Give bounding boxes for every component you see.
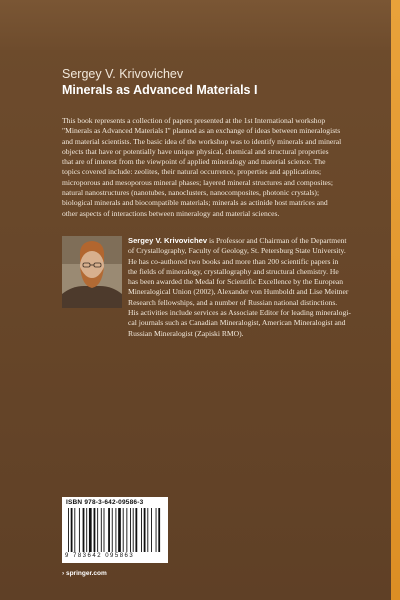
description-line: natural nanostructures (nanotubes, nanoclusters, nanocomposites, photonic crystals);	[62, 188, 320, 198]
description-line: objects that have or potentially have unique physical, chemical and structural properties	[62, 146, 329, 156]
description-line: and material scientists. The basic idea of the workshop was to identify minerals and mineral	[62, 136, 342, 146]
bio-line: His activities include services as Associate Editor for leading mineralogi-	[128, 308, 351, 318]
publisher-url: › springer.com	[62, 570, 107, 577]
description-line: biological minerals and biocompatible materials; minerals as actinide host matrices and	[62, 198, 328, 208]
book-description	[62, 116, 387, 219]
book-title: Minerals as Advanced Materials I	[62, 83, 258, 97]
bio-line: of Crystallography, Faculty of Geology, St. Petersburg State University.	[128, 246, 346, 256]
author-photo	[62, 236, 122, 308]
bio-line: Mineralogical Union (2002), Alexander von Humboldt and Lise Meitner	[128, 287, 349, 297]
isbn-text: ISBN 978-3-642-09586-3	[66, 499, 144, 506]
bio-line: the fields of mineralogy, crystallography and structural chemistry. He	[128, 266, 339, 276]
spine-accent-strip	[391, 0, 400, 600]
barcode-number: 9 783642 095863	[65, 553, 135, 559]
bio-first-line-text: is Professor and Chairman of the Department	[207, 236, 347, 245]
bio-first-line	[128, 236, 390, 246]
description-line: other aspects of interactions between mineralogy and material sciences.	[62, 208, 280, 218]
description-line: topics covered include: zeolites, their natural occurrence, properties and applications;	[62, 167, 322, 177]
description-line: This book represents a collection of papers presented at the 1st International workshop	[62, 116, 326, 125]
bio-line: cal journals such as Canadian Mineralogist, American Mineralogist and	[128, 318, 346, 328]
author-bio	[128, 236, 390, 339]
description-line: microporous and mesoporous mineral phases; layered mineral structures and composites;	[62, 177, 333, 187]
author-name: Sergey V. Krivovichev	[62, 67, 184, 81]
bio-line: Russian Mineralogist (Zapiski RMO).	[128, 328, 244, 338]
barcode-block	[62, 497, 168, 563]
author-title-block	[62, 66, 382, 98]
description-line: "Minerals as Advanced Materials I" planned as an exchange of ideas between mineralogists	[62, 126, 341, 136]
bio-line: Research fellowships, and a number of Russian national distinctions.	[128, 297, 338, 307]
description-line: that are of interest from the viewpoint of applied mineralogy and material science. The	[62, 157, 326, 167]
bio-line: He has co-authored two books and more than 200 scientific papers in	[128, 256, 339, 266]
barcode-bars	[68, 508, 162, 552]
bio-author-name: Sergey V. Krivovichev	[128, 236, 208, 245]
cover-texture	[0, 0, 400, 50]
bio-line: has been awarded the Medal for Scientific Excellence by the European	[128, 277, 344, 287]
